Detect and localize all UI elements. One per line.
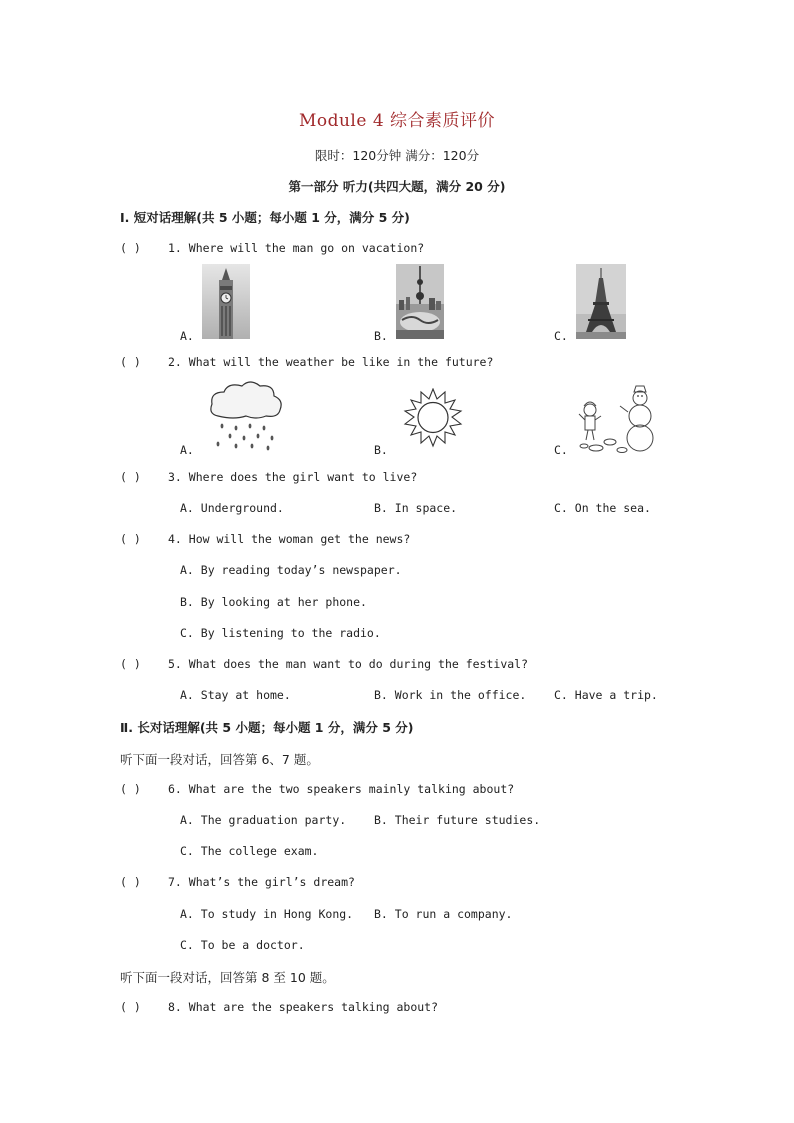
option-c: C. Have a trip. (554, 688, 658, 702)
question-8: 8. What are the speakers talking about? (168, 1000, 439, 1014)
answer-bracket[interactable]: ( ) (120, 470, 141, 484)
page-title: Module 4 综合素质评价 (298, 111, 496, 131)
option-c: C. On the sea. (554, 501, 651, 515)
question-4: 4. How will the woman get the news? (168, 532, 411, 546)
option-b: B. (374, 443, 388, 457)
question-1: 1. Where will the man go on vacation? (168, 241, 425, 255)
section1-heading: Ⅰ. 短对话理解(共 5 小题；每小题 1 分，满分 5 分) (120, 210, 410, 225)
option-a: A. Stay at home. (180, 688, 291, 702)
option-b: B. To run a company. (374, 907, 513, 921)
option-b: B. In space. (374, 501, 458, 515)
question-7: 7. What’s the girl’s dream? (168, 875, 355, 889)
time-limit: 限时：120分钟 满分：120分 (314, 148, 480, 163)
dialogue-intro: 听下面一段对话，回答第 8 至 10 题。 (120, 970, 335, 985)
option-b: B. Their future studies. (374, 813, 541, 827)
option-a: A. (180, 329, 194, 343)
option-b: B. (374, 329, 388, 343)
section2-heading: Ⅱ. 长对话理解(共 5 小题；每小题 1 分，满分 5 分) (120, 720, 414, 735)
sun-icon (400, 388, 466, 448)
option-c: C. (554, 329, 568, 343)
tv-tower-city-icon (396, 264, 444, 339)
big-ben-icon (202, 264, 250, 339)
answer-bracket[interactable]: ( ) (120, 355, 141, 369)
answer-bracket[interactable]: ( ) (120, 875, 141, 889)
option-b: B. By looking at her phone. (180, 595, 367, 609)
answer-bracket[interactable]: ( ) (120, 782, 141, 796)
eiffel-tower-icon (576, 264, 626, 339)
answer-bracket[interactable]: ( ) (120, 241, 141, 255)
question-2: 2. What will the weather be like in the future? (168, 355, 494, 369)
answer-bracket[interactable]: ( ) (120, 1000, 141, 1014)
option-a: A. (180, 443, 194, 457)
option-c: C. To be a doctor. (180, 938, 305, 952)
dialogue-intro: 听下面一段对话，回答第 6、7 题。 (120, 752, 319, 767)
option-a: A. Underground. (180, 501, 284, 515)
rain-cloud-icon (206, 380, 286, 452)
question-6: 6. What are the two speakers mainly talking about? (168, 782, 515, 796)
answer-bracket[interactable]: ( ) (120, 657, 141, 671)
part1-heading: 第一部分 听力(共四大题，满分 20 分) (288, 179, 506, 194)
snowman-icon (576, 384, 660, 454)
question-5: 5. What does the man want to do during the festival? (168, 657, 529, 671)
option-c: C. By listening to the radio. (180, 626, 381, 640)
option-a: A. By reading today’s newspaper. (180, 563, 402, 577)
option-a: A. The graduation party. (180, 813, 347, 827)
answer-bracket[interactable]: ( ) (120, 532, 141, 546)
option-c: C. (554, 443, 568, 457)
question-3: 3. Where does the girl want to live? (168, 470, 418, 484)
option-a: A. To study in Hong Kong. (180, 907, 354, 921)
option-b: B. Work in the office. (374, 688, 527, 702)
option-c: C. The college exam. (180, 844, 319, 858)
